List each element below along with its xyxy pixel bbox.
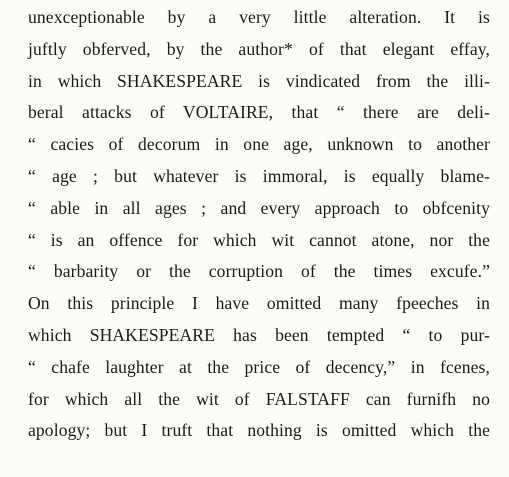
text-line-6: “ age ; but whatever is immoral, is equally blame- [28, 165, 490, 186]
text-line-3: in which SHAKESPEARE is vindicated from the illi- [28, 70, 490, 91]
text-line-4: beral attacks of VOLTAIRE, that “ there are deli- [28, 102, 490, 123]
text-line-5: “ cacies of decorum in one age, unknown to another [28, 134, 490, 155]
text-line-14: apology; but I truft that nothing is omitted which the [28, 420, 490, 441]
text-line-1: unexceptionable by a very little alteration. It is [28, 7, 490, 27]
text-line-2: juftly obferved, by the author* of that elegant effay, [28, 38, 490, 59]
body-text [28, 2, 490, 447]
text-line-10: On this principle I have omitted many fpeeches in [28, 293, 490, 314]
text-line-9: “ barbarity or the corruption of the times excufe.” [28, 261, 490, 282]
text-line-12: “ chafe laughter at the price of decency,” in fcenes, [28, 356, 490, 377]
text-line-11: which SHAKESPEARE has been tempted “ to pur- [28, 324, 490, 345]
text-line-13: for which all the wit of FALSTAFF can furnifh no [28, 388, 490, 409]
text-line-7: “ able in all ages ; and every approach to obfcenity [28, 197, 490, 218]
text-line-8: “ is an offence for which wit cannot atone, nor the [28, 229, 490, 250]
